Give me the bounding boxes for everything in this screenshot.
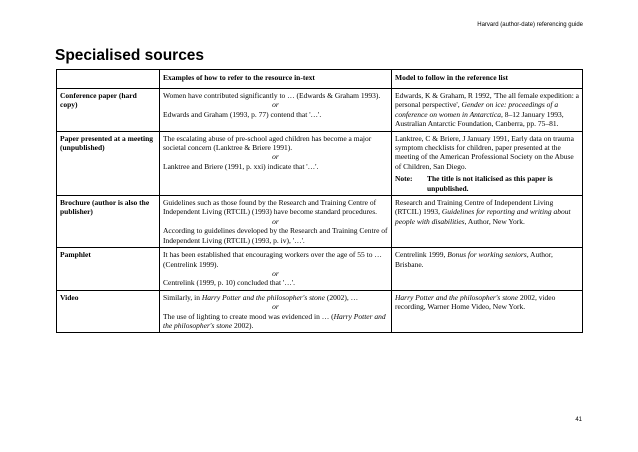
page-title: Specialised sources [55,47,205,64]
table-row-pamphlet [57,248,583,291]
table-row-unpublished-paper [57,131,583,195]
reference-model [392,131,583,195]
in-text-example: Women have contributed significantly to … (Edwards & Graham 1993). [163,91,381,100]
in-text-example: Guidelines such as those found by the Research and Training Centre of Independent Living (RTCIL) (1993) have become standard procedures. [163,198,378,217]
in-text-example: Centrelink (1999, p. 10) concluded that '…'. [163,278,296,288]
reference-title: Harry Potter and the philosopher's stone [395,292,519,302]
source-type: Conference paper (hard copy) [57,89,160,132]
in-text-example [163,312,388,331]
note-label: Note: [395,174,413,184]
source-type: Paper presented at a meeting (unpublished) [57,131,160,195]
reference-model [392,248,583,291]
source-type: Brochure (author is also the publisher) [57,196,160,248]
reference-model [392,89,583,132]
reference-model [392,290,583,333]
in-text-title: Harry Potter and the philosopher's stone [163,311,386,330]
in-text-examples [160,89,392,132]
reference-text: Research and Training Centre of Independent Living (RTCIL) 1993, [395,198,554,217]
in-text-segment: The use of lighting to create mood was evidenced in … ( [163,311,334,321]
in-text-segment: Similarly, in [163,292,202,302]
reference-text: , Author, New York. [464,216,525,226]
note-text: The title is not italicised as this paper is unpublished. [427,174,553,193]
reference-text: , 8–12 January 1993, Australian Antarctic Foundation, Canberra, pp. 75–81. [395,109,564,129]
source-type: Pamphlet [57,248,160,291]
in-text-example: Lanktree and Briere (1991, p. xxi) indicate that '…'. [163,161,319,171]
or-separator: or [272,302,279,312]
in-text-example: The escalating abuse of pre-school aged children has become a major societal concern (Lanktree & Briere 1991). [163,133,372,153]
table-row-video [57,290,583,333]
in-text-example [163,293,388,302]
header-source-type [57,70,160,89]
reference-text: 2002, video recording, Warner Home Video, New York. [395,292,556,312]
reference-title: Bonus for working seniors [447,250,527,260]
or-separator: or [272,268,279,278]
in-text-example: It has been established that encouraging workers over the age of 55 to … (Centrelink 1999). [163,250,382,269]
in-text-examples [160,248,392,291]
page-number: 41 [575,417,582,423]
reference-text: Edwards, K & Graham, R 1992, 'The all female expedition: a personal perspective', [395,91,580,110]
in-text-examples [160,196,392,248]
reference-model [392,196,583,248]
table-row-brochure [57,196,583,248]
in-text-segment: (2002), … [324,292,359,302]
in-text-examples [160,290,392,333]
or-separator: or [272,152,279,162]
header-reference-list-model: Model to follow in the reference list [392,70,583,89]
or-separator: or [272,100,279,110]
in-text-examples [160,131,392,195]
specialised-sources-table [56,69,583,333]
reference-title: Gender on ice: proceedings of a conference on women in Antarctica [395,100,559,119]
running-header: Harvard (author-date) referencing guide [477,22,583,28]
in-text-title: Harry Potter and the philosopher's stone [201,292,325,302]
source-type: Video [57,290,160,333]
table-row-conference-paper [57,89,583,132]
reference-title: Guidelines for reporting and writing about people with disabilities [395,207,571,226]
reference-text: Lanktree, C & Briere, J January 1991, Early data on trauma symptom checklists for children, paper presented at the meeting of the American Professional Society on the Abuse of Children, San Diego. [395,133,574,171]
table-header-row [57,70,583,89]
in-text-segment: 2002). [232,320,254,330]
in-text-example: According to guidelines developed by the Research and Training Centre of Independent Living (RTCIL) (1993, p. iv), '…'. [163,226,388,245]
note [395,174,579,193]
header-in-text-examples: Examples of how to refer to the resource in-text [160,70,392,89]
in-text-example: Edwards and Graham (1993, p. 77) contend that '…'. [163,109,322,119]
or-separator: or [272,216,279,226]
reference-text: , Author, Brisbane. [395,250,553,269]
reference-text: Centrelink 1999, [395,250,448,260]
